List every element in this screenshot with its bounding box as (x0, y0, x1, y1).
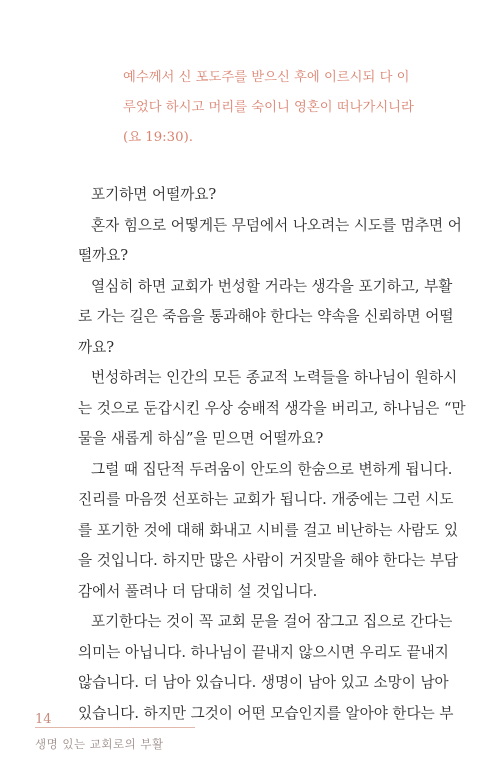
body-line: 는 것으로 둔갑시킨 우상 숭배적 생각을 버리고, 하나님은 “만 (78, 399, 466, 417)
body-line: 물을 새롭게 하심”을 믿으면 어떨까요? (78, 430, 324, 447)
body-line: 을 것입니다. 하지만 많은 사람이 거짓말을 해야 한다는 부담 (78, 552, 459, 569)
body-line: 포기한다는 것이 꼭 교회 문을 걸어 잠그고 집으로 간다는 (91, 613, 453, 630)
body-line: 떨까요? (78, 247, 129, 264)
body-line: 포기하면 어떨까요? (91, 186, 217, 203)
body-line: 까요? (78, 338, 115, 356)
body-text (78, 180, 466, 729)
body-line: 그럴 때 집단적 두려움이 안도의 한숨으로 변하게 됩니다. (91, 460, 453, 478)
quote-line: 루었다 하시고 머리를 숙이니 영혼이 떠나가시니라 (123, 100, 414, 115)
quote-line: 예수께서 신 포도주를 받으신 후에 이르시되 다 이 (123, 70, 410, 85)
body-line: 않습니다. 더 남아 있습니다. 생명이 남아 있고 소망이 남아 (78, 674, 449, 691)
page-number: 14 (35, 712, 52, 727)
body-line: 혼자 힘으로 어떻게든 무덤에서 나오려는 시도를 멈추면 어 (91, 216, 462, 234)
body-line: 있습니다. 하지만 그것이 어떤 모습인지를 알아야 한다는 부 (78, 704, 454, 722)
body-line: 감에서 풀려나 더 담대히 설 것입니다. (78, 582, 318, 600)
body-line: 로 가는 길은 죽음을 통과해야 한다는 약속을 신뢰하면 어떨 (78, 308, 454, 325)
body-line: 진리를 마음껏 선포하는 교회가 됩니다. 개중에는 그런 시도 (78, 491, 454, 508)
running-footer-title: 생명 있는 교회로의 부활 (35, 737, 164, 751)
quote-line: (요 19:30). (123, 130, 193, 145)
body-line: 번성하려는 인간의 모든 종교적 노력들을 하나님이 원하시 (91, 369, 458, 386)
body-line: 의미는 아닙니다. 하나님이 끝내지 않으시면 우리도 끝내지 (78, 643, 449, 661)
body-line: 를 포기한 것에 대해 화내고 시비를 걸고 비난하는 사람도 있 (78, 521, 459, 539)
footer-divider (35, 727, 195, 728)
scripture-quote (123, 63, 428, 153)
body-line: 열심히 하면 교회가 번성할 거라는 생각을 포기하고, 부활 (91, 277, 453, 295)
